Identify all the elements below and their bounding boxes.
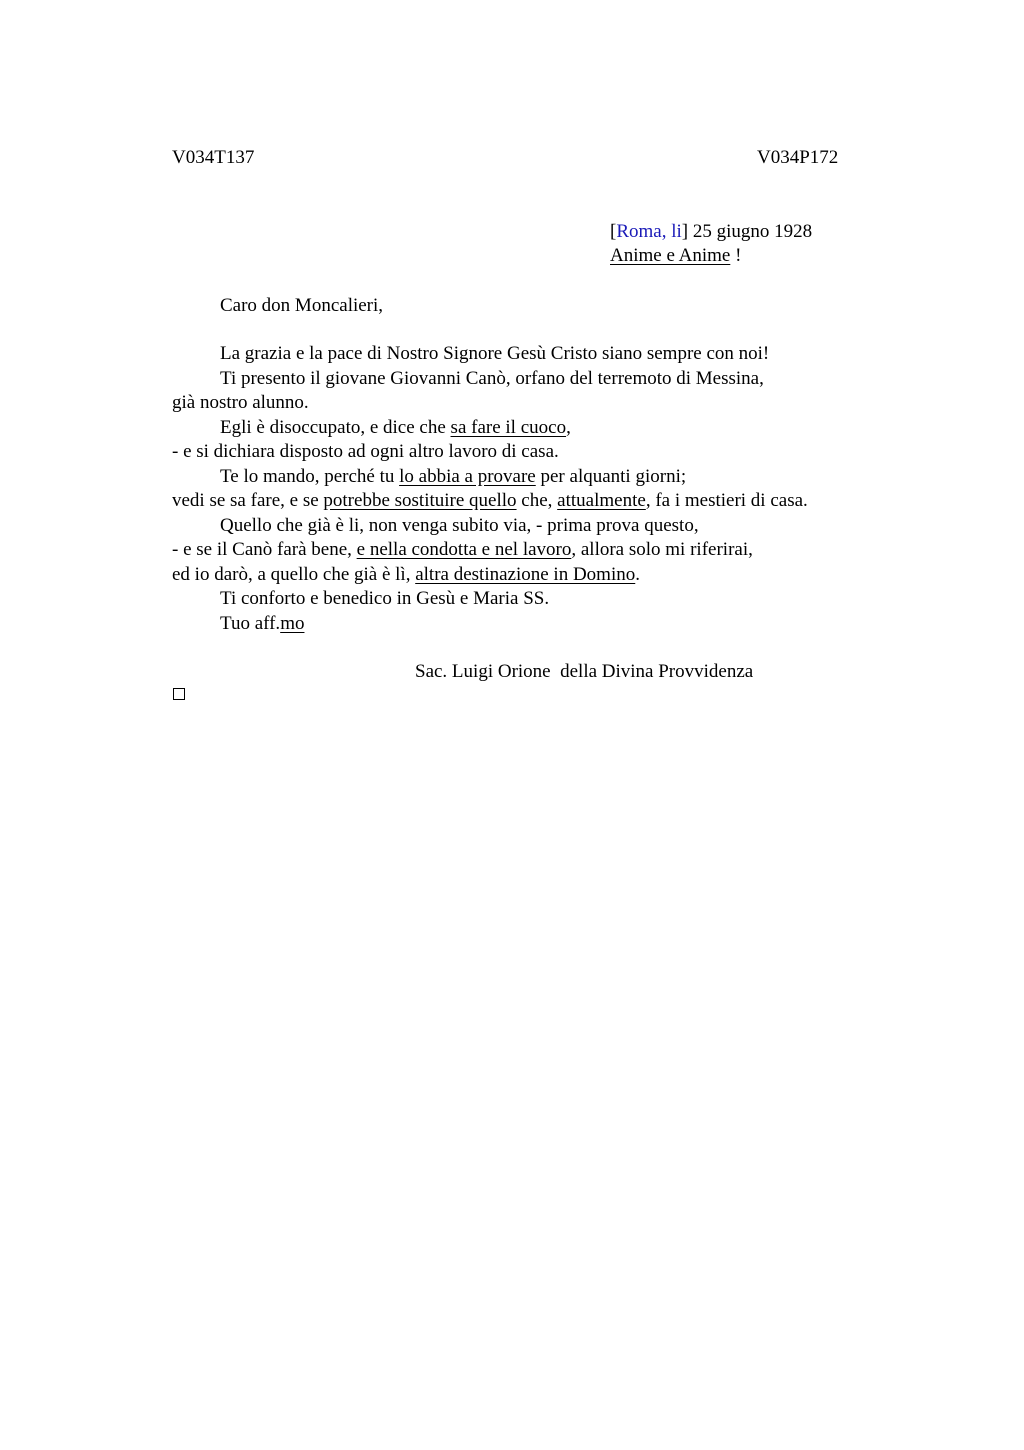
body-text: per alquanti giorni; — [535, 466, 687, 487]
body-line: già nostro alunno. — [172, 392, 309, 413]
header-right-code: V034P172 — [757, 147, 839, 168]
body-text: , fa i mestieri di casa. — [645, 490, 808, 511]
body-text: ed io darò, a quello che già è lì, — [172, 564, 416, 585]
body-line: Quello che già è li, non venga subito via, - prima prova questo, — [220, 515, 699, 536]
motto — [610, 244, 741, 268]
body-underlined-text: potrebbe sostituire quello — [323, 490, 517, 511]
signature: Sac. Luigi Orione della Divina Provvidenza — [415, 661, 754, 682]
dateline-date: ] 25 giugno 1928 — [681, 221, 813, 242]
closing — [220, 612, 304, 636]
motto-suffix: ! — [730, 245, 742, 266]
body-underlined-text: e nella condotta e nel lavoro — [356, 539, 572, 560]
body-text: che, — [516, 490, 558, 511]
body-line — [220, 465, 686, 489]
body-line — [172, 538, 753, 562]
body-text: Te lo mando, perché tu — [220, 466, 400, 487]
body-text: vedi se sa fare, e se — [172, 490, 324, 511]
closing-superscript: mo — [280, 613, 305, 634]
body-line — [172, 563, 640, 587]
empty-square-icon — [173, 688, 185, 700]
dateline — [610, 220, 812, 244]
dateline-place: Roma, li — [616, 221, 682, 242]
body-line: Ti presento il giovane Giovanni Canò, orfano del terremoto di Messina, — [220, 368, 764, 389]
body-line: La grazia e la pace di Nostro Signore Gesù Cristo siano sempre con noi! — [220, 343, 770, 364]
body-text: Egli è disoccupato, e dice che — [220, 417, 451, 438]
header-left-code: V034T137 — [172, 147, 255, 168]
salutation: Caro don Moncalieri, — [220, 295, 384, 316]
body-text: , — [566, 417, 571, 438]
body-line — [172, 489, 808, 513]
closing-text: Tuo aff. — [220, 613, 281, 634]
body-line: Ti conforto e benedico in Gesù e Maria SS. — [220, 588, 550, 609]
body-underlined-text: sa fare il cuoco — [450, 417, 567, 438]
body-text: . — [635, 564, 640, 585]
body-text: , allora solo mi riferirai, — [571, 539, 753, 560]
body-line — [220, 416, 571, 440]
body-line: - e si dichiara disposto ad ogni altro lavoro di casa. — [172, 441, 559, 462]
body-text: - e se il Canò farà bene, — [172, 539, 357, 560]
dateline-open-bracket: [ — [610, 221, 617, 242]
body-underlined-text: attualmente — [557, 490, 646, 511]
motto-text: Anime e Anime — [610, 245, 731, 266]
body-underlined-text: lo abbia a provare — [399, 466, 536, 487]
body-underlined-text: altra destinazione in Domino — [415, 564, 636, 585]
